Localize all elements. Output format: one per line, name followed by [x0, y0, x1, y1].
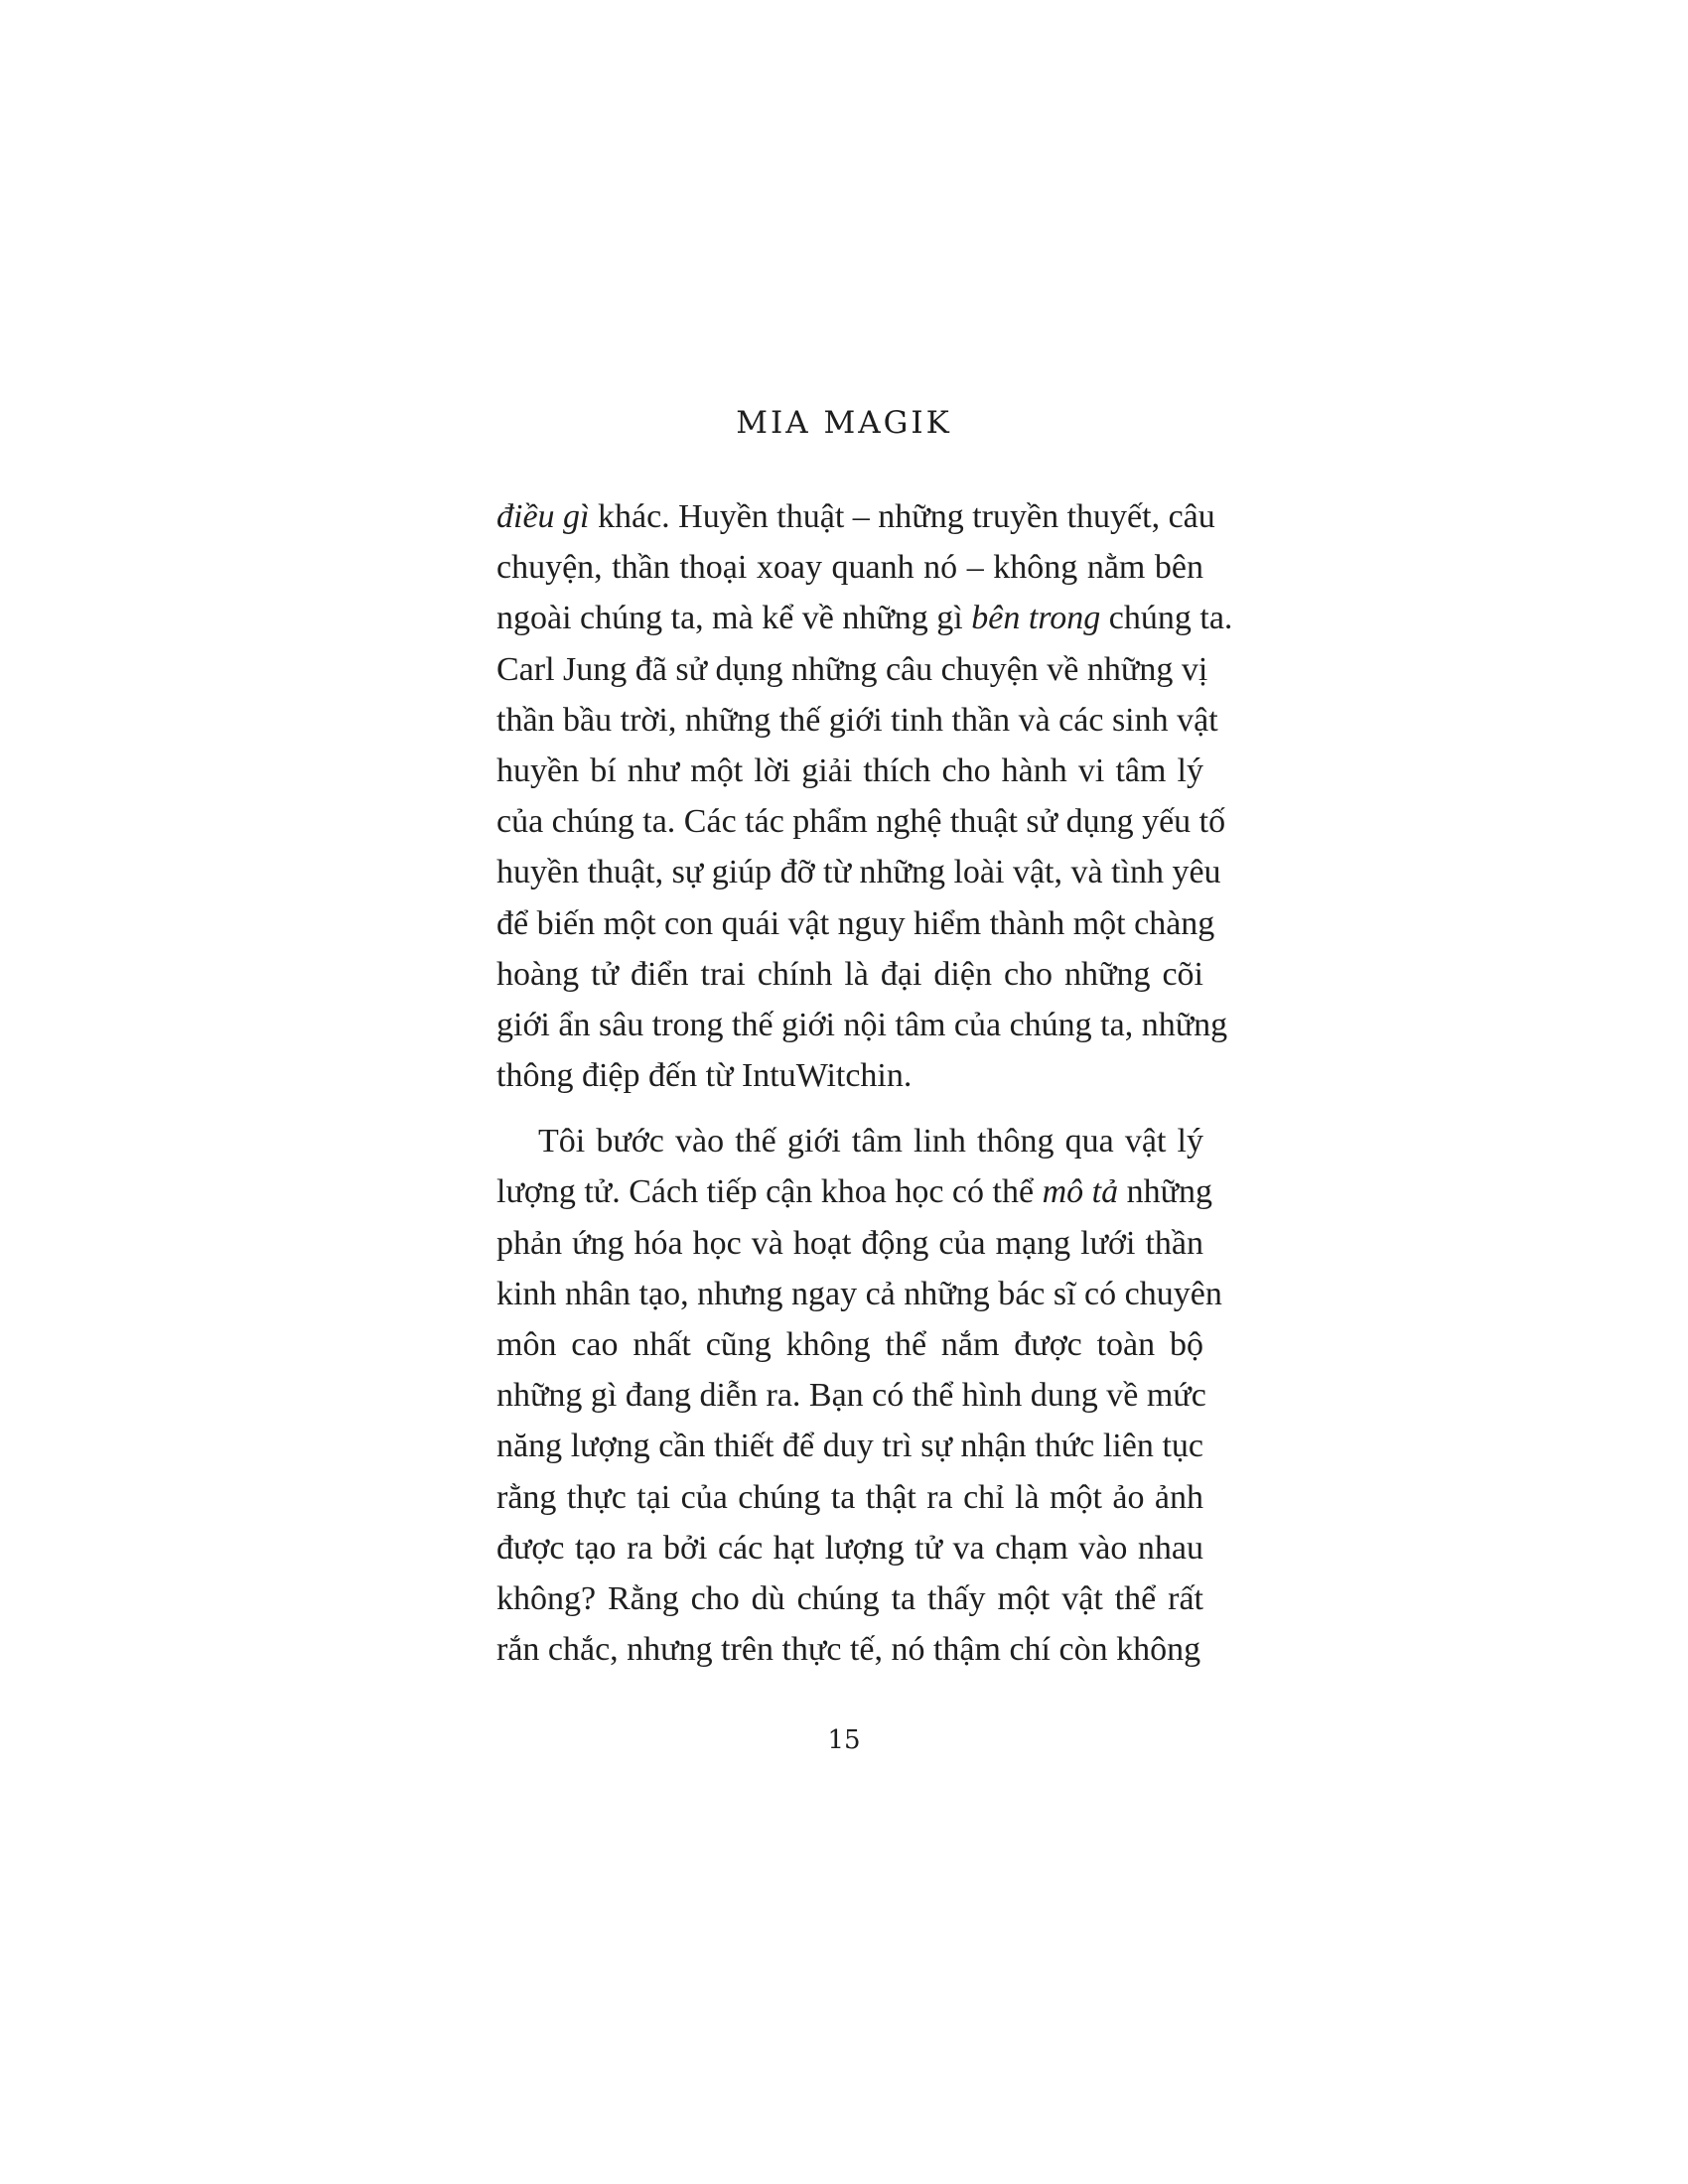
paragraph — [496, 1116, 1222, 1675]
text-run: chuyện, thần thoại xoay quanh nó – không nằm bên — [496, 549, 1203, 587]
body-text — [496, 491, 1233, 1675]
text-run: rằng thực tại của chúng ta thật ra chỉ là một ảo ảnh — [496, 1478, 1203, 1516]
text-line — [496, 1370, 1206, 1421]
text-run: khác. Huyền thuật – những truyền thuyết, câu — [589, 498, 1215, 535]
italic-text: điều gì — [496, 498, 590, 535]
text-line — [496, 1218, 1203, 1269]
text-run: kinh nhân tạo, nhưng ngay cả những bác sĩ có chuyên — [496, 1275, 1222, 1312]
text-run: hoàng tử điển trai chính là đại diện cho những cõi — [496, 955, 1203, 993]
text-run: phản ứng hóa học và hoạt động của mạng lưới thần — [496, 1224, 1203, 1262]
text-line — [496, 1319, 1203, 1370]
text-run: Carl Jung đã sử dụng những câu chuyện về những vị — [496, 650, 1208, 688]
text-run: thần bầu trời, những thế giới tinh thần và các sinh vật — [496, 701, 1218, 739]
text-line — [496, 796, 1226, 847]
text-run: ngoài chúng ta, mà kể về những gì — [496, 600, 972, 637]
text-run: những — [1118, 1173, 1212, 1211]
text-line — [496, 746, 1203, 796]
text-run: năng lượng cần thiết để duy trì sự nhận thức liên tục — [496, 1428, 1203, 1465]
paragraph — [496, 491, 1233, 1101]
text-run: rắn chắc, nhưng trên thực tế, nó thậm chí còn không — [496, 1631, 1201, 1669]
text-line — [496, 1472, 1203, 1523]
text-run: thông điệp đến từ IntuWitchin. — [496, 1057, 913, 1095]
text-run: giới ẩn sâu trong thế giới nội tâm của chúng ta, những — [496, 1006, 1228, 1043]
text-run: của chúng ta. Các tác phẩm nghệ thuật sử dụng yếu tố — [496, 803, 1226, 841]
text-line — [496, 898, 1215, 949]
text-line — [496, 644, 1208, 695]
text-line — [496, 1116, 1203, 1166]
text-line — [496, 1421, 1203, 1471]
text-line — [496, 1050, 1203, 1101]
italic-text: bên trong — [971, 600, 1101, 637]
italic-text: mô tả — [1042, 1173, 1119, 1211]
running-header: MIA MAGIK — [736, 405, 952, 441]
text-line — [496, 949, 1203, 1000]
text-line — [496, 847, 1221, 897]
text-line — [496, 1523, 1203, 1573]
text-line — [496, 1166, 1212, 1217]
text-line — [496, 1624, 1203, 1675]
text-run: để biến một con quái vật nguy hiểm thành một chàng — [496, 904, 1215, 942]
text-run: môn cao nhất cũng không thể nắm được toàn bộ — [496, 1326, 1203, 1363]
text-run: huyền bí như một lời giải thích cho hành vi tâm lý — [496, 751, 1203, 789]
text-run: Tôi bước vào thế giới tâm linh thông qua vật lý — [538, 1123, 1203, 1160]
page-number: 15 — [827, 1725, 861, 1755]
text-run: huyền thuật, sự giúp đỡ từ những loài vật, và tình yêu — [496, 854, 1221, 891]
text-run: không? Rằng cho dù chúng ta thấy một vật thể rất — [496, 1579, 1203, 1617]
text-run: những gì đang diễn ra. Bạn có thể hình dung về mức — [496, 1377, 1206, 1415]
text-line — [496, 695, 1218, 746]
text-line — [496, 1000, 1228, 1050]
text-line — [496, 593, 1233, 643]
paragraph-gap — [496, 1101, 1203, 1116]
text-run: chúng ta. — [1100, 600, 1233, 637]
text-line — [496, 491, 1215, 542]
text-line — [496, 1269, 1222, 1319]
text-line — [496, 542, 1203, 593]
text-run: được tạo ra bởi các hạt lượng tử va chạm vào nhau — [496, 1529, 1203, 1567]
text-line — [496, 1573, 1203, 1624]
text-run: lượng tử. Cách tiếp cận khoa học có thể — [496, 1173, 1043, 1211]
